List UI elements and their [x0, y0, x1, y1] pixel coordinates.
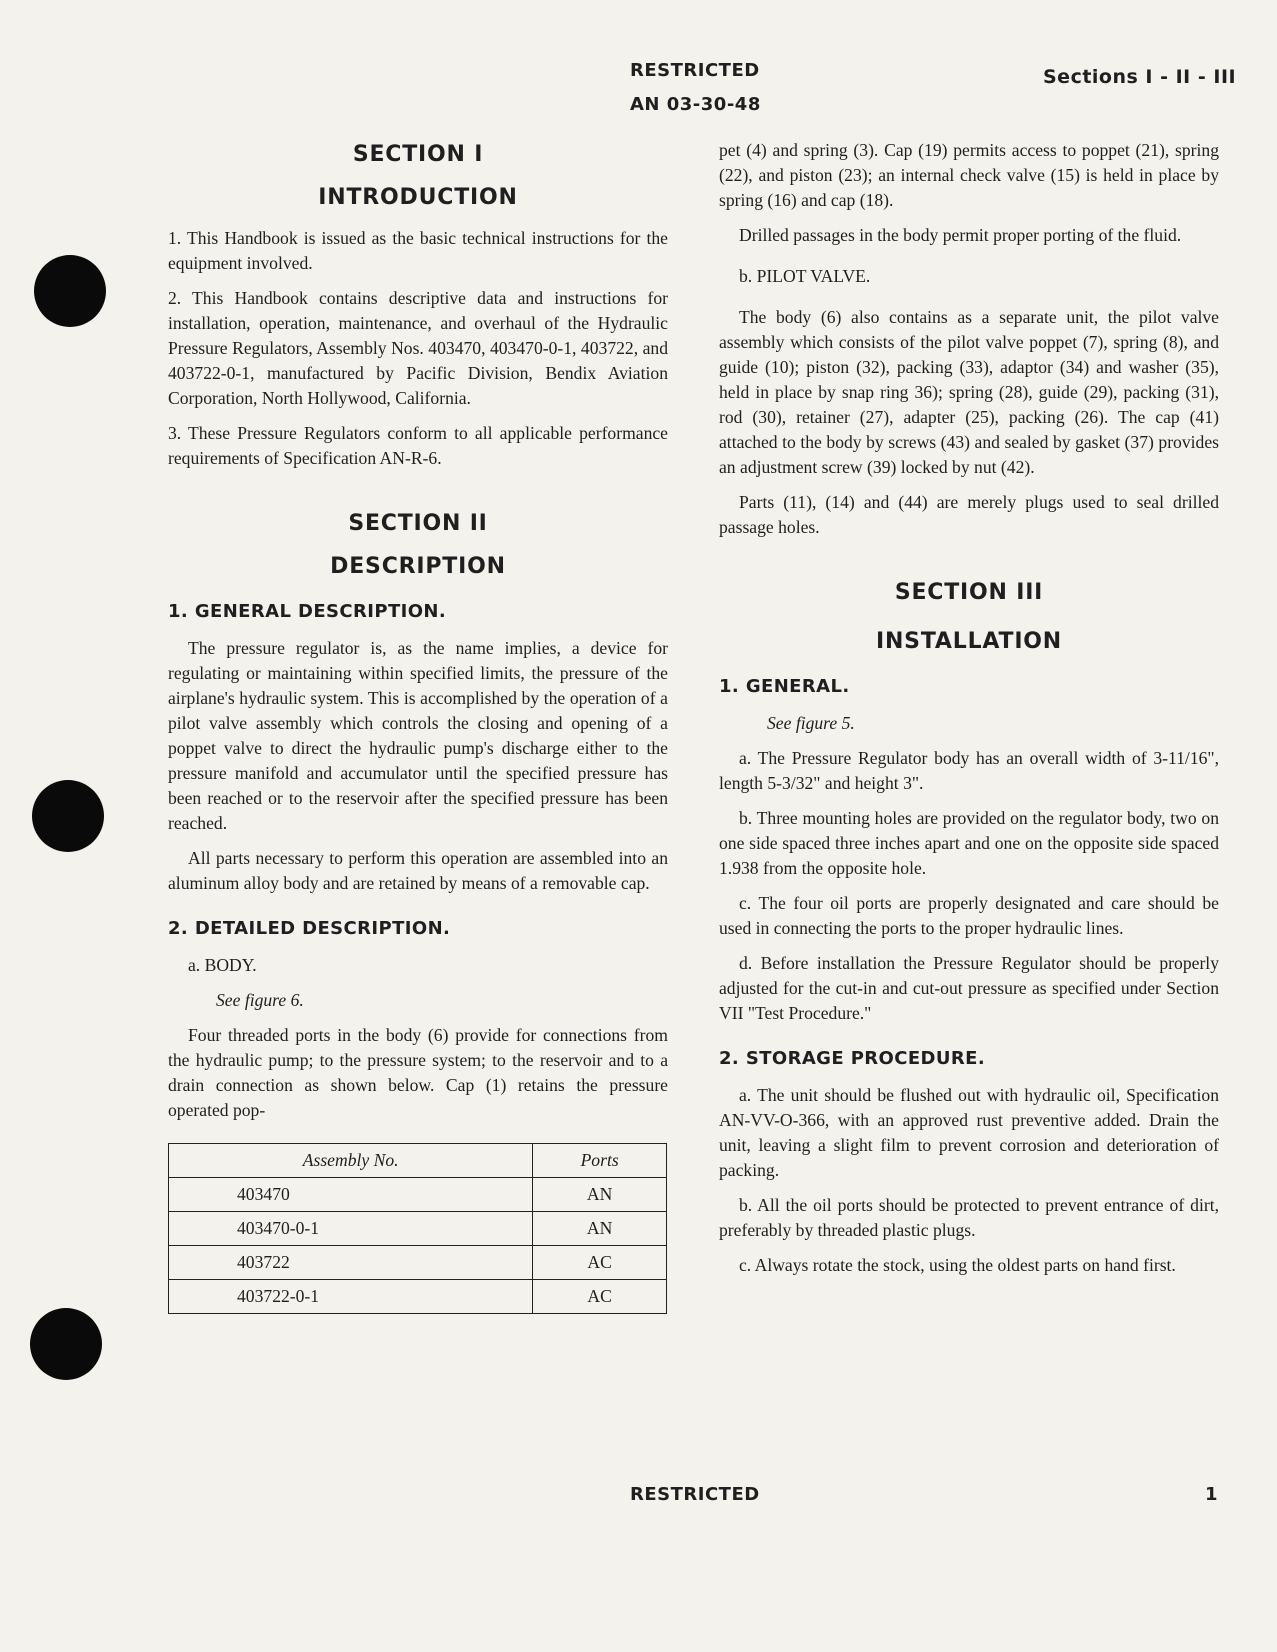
binder-hole-middle: [32, 780, 104, 852]
assembly-ports-table: [168, 1143, 667, 1314]
table-cell-assembly: 403722: [169, 1246, 533, 1280]
table-row: [169, 1212, 667, 1246]
table-cell-ports: AC: [533, 1280, 667, 1314]
section-2-title: SECTION II: [348, 511, 488, 536]
table-row: [169, 1178, 667, 1212]
section-2-subtitle: DESCRIPTION: [330, 554, 506, 579]
header-sections-ref: Sections I - II - III: [1043, 66, 1237, 88]
left-column: [168, 138, 668, 1314]
installation-general-heading: 1. GENERAL.: [719, 676, 850, 697]
binder-hole-bottom: [30, 1308, 102, 1380]
section-1-subtitle: INTRODUCTION: [318, 185, 518, 210]
intro-paragraph-2: 2. This Handbook contains descriptive data and instructions for installation, operation, maintenance, and overhaul of the Hydraulic Pressure Regulators, Assembly Nos. 403470, 403470-0-1, 403722, and 403722-0-1, manufactured by Pacific Division, Bendix Aviation Corporation, North Hollywood, California.: [168, 288, 668, 408]
table-header-ports: Ports: [533, 1144, 667, 1178]
section-3-title: SECTION III: [894, 580, 1044, 605]
installation-item-b: b. Three mounting holes are provided on the regulator body, two on one side spaced three inches apart and one on the opposite side spaced 1.938 from the opposite hole.: [719, 808, 1219, 878]
body-continued-paragraph: pet (4) and spring (3). Cap (19) permits access to poppet (21), spring (22), and piston (23); an internal check valve (15) is held in place by spring (16) and cap (18).: [719, 140, 1219, 210]
general-description-heading: 1. GENERAL DESCRIPTION.: [168, 601, 447, 622]
intro-paragraph-3: 3. These Pressure Regulators conform to all applicable performance requirements of Specification AN-R-6.: [168, 423, 668, 468]
body-figure-ref: See figure 6.: [216, 990, 304, 1010]
detailed-description-heading: 2. DETAILED DESCRIPTION.: [168, 918, 451, 939]
table-cell-ports: AN: [533, 1178, 667, 1212]
storage-item-b: b. All the oil ports should be protected to prevent entrance of dirt, preferably by threaded plastic plugs.: [719, 1195, 1219, 1240]
installation-item-a: a. The Pressure Regulator body has an overall width of 3-11/16", length 5-3/32" and height 3".: [719, 748, 1219, 793]
drilled-passages-paragraph: Drilled passages in the body permit proper porting of the fluid.: [739, 225, 1182, 245]
table-cell-assembly: 403722-0-1: [169, 1280, 533, 1314]
intro-paragraph-1: 1. This Handbook is issued as the basic technical instructions for the equipment involved.: [168, 228, 668, 273]
storage-procedure-heading: 2. STORAGE PROCEDURE.: [719, 1048, 986, 1069]
table-cell-assembly: 403470-0-1: [169, 1212, 533, 1246]
storage-item-a: a. The unit should be flushed out with hydraulic oil, Specification AN-VV-O-366, with an approved rust preventive added. Drain the unit, leaving a slight film to prevent corrosion and deterioration of packing.: [719, 1085, 1219, 1180]
footer-classification: RESTRICTED: [630, 1484, 760, 1505]
body-label: a. BODY.: [188, 955, 257, 975]
body-paragraph: Four threaded ports in the body (6) provide for connections from the hydraulic pump; to the pressure system; to the reservoir and to a drain connection as shown below. Cap (1) retains the pressure operated pop-: [168, 1025, 668, 1120]
pilot-valve-paragraph: The body (6) also contains as a separate unit, the pilot valve assembly which consists of the pilot valve poppet (7), spring (8), and guide (10); piston (32), packing (33), adaptor (34) and washer (35), held in place by snap ring 36); spring (28), guide (29), packing (31), rod (30), retainer (27), adapter (25), packing (26). The cap (41) attached to the body by screws (43) and sealed by gasket (37) provides an adjustment screw (39) locked by nut (42).: [719, 307, 1219, 477]
header-doc-number: AN 03-30-48: [630, 94, 761, 115]
table-cell-ports: AN: [533, 1212, 667, 1246]
table-cell-assembly: 403470: [169, 1178, 533, 1212]
table-cell-ports: AC: [533, 1246, 667, 1280]
table-row: [169, 1280, 667, 1314]
right-column: [719, 138, 1219, 1288]
header-classification: RESTRICTED: [630, 60, 760, 81]
storage-item-c: c. Always rotate the stock, using the oldest parts on hand first.: [739, 1255, 1176, 1275]
page-number: 1: [1205, 1484, 1219, 1505]
table-header-assembly: Assembly No.: [169, 1144, 533, 1178]
plugs-paragraph: Parts (11), (14) and (44) are merely plugs used to seal drilled passage holes.: [719, 492, 1219, 537]
general-description-paragraph-1: The pressure regulator is, as the name implies, a device for regulating or maintaining within specified limits, the pressure of the airplane's hydraulic system. This is accomplished by the operation of a pilot valve assembly which controls the closing and opening of a poppet valve to direct the hydraulic pump's discharge either to the pressure manifold and accumulator until the specified pressure has been reached or to the reservoir after the specified pressure has been reached.: [168, 638, 668, 833]
table-row: [169, 1246, 667, 1280]
section-3-subtitle: INSTALLATION: [875, 629, 1063, 654]
installation-item-c: c. The four oil ports are properly designated and care should be used in connecting the ports to the proper hydraulic lines.: [719, 893, 1219, 938]
binder-hole-top: [34, 255, 106, 327]
table-header-row: [169, 1144, 667, 1178]
installation-figure-ref: See figure 5.: [767, 713, 855, 733]
pilot-valve-label: b. PILOT VALVE.: [739, 266, 871, 286]
installation-item-d: d. Before installation the Pressure Regulator should be properly adjusted for the cut-in and cut-out pressure as specified under Section VII "Test Procedure.": [719, 953, 1219, 1023]
section-1-title: SECTION I: [352, 142, 484, 167]
general-description-paragraph-2: All parts necessary to perform this operation are assembled into an aluminum alloy body and are retained by means of a removable cap.: [168, 848, 668, 893]
